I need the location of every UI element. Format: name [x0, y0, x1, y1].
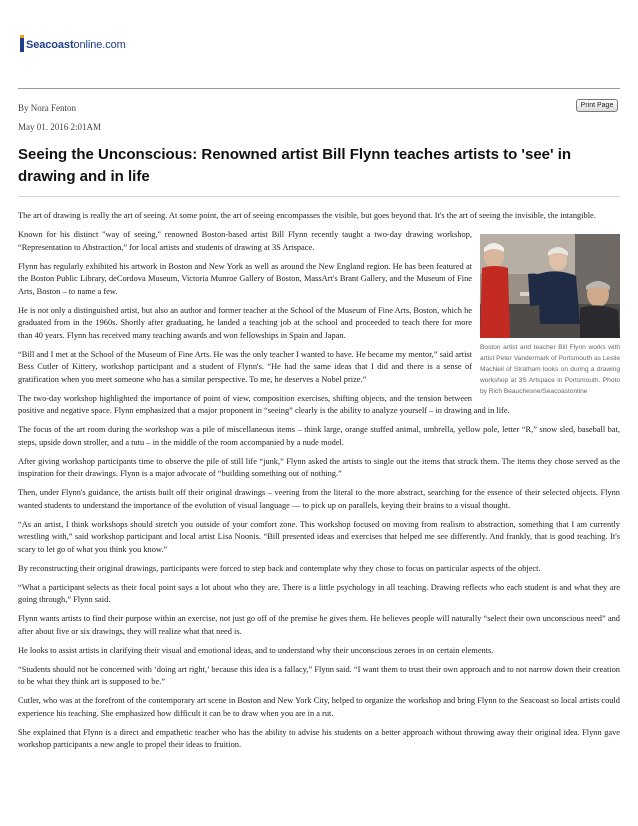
article-paragraph: Cutler, who was at the forefront of the contemporary art scene in Boston and New York City, helped to organize the workshop and bring Flynn to the Seacoast so local artists could experience his teaching. She emphasized how difficult it can be to draw when you are in a rut. [18, 696, 620, 718]
byline: By Nora Fenton [18, 103, 76, 113]
article-paragraph: By reconstructing their original drawings, participants were forced to step back and contemplate why they chose to focus on particular aspects of the object. [18, 563, 541, 573]
article-paragraph: Known for his distinct "way of seeing," renowned Boston-based artist Bill Flynn recently taught a two-day drawing workshop, “Representation to Abstraction,” for local artists and students of drawing at 3S Artspace. [18, 230, 472, 252]
headline-divider [18, 196, 620, 197]
article-paragraph: “Bill and I met at the School of the Museum of Fine Arts. He was the only teacher I wanted to have. He became my mentor,” said artist Bess Cutler of Kittery, workshop participant and a student of Flynn's. “He had the same ideas that I did and there is a sense of gratification when you meet someone who has a similar perspective. To me, he deserves a Nobel prize.” [18, 349, 472, 384]
article-paragraph: The two-day workshop highlighted the importance of point of view, composition exercises, shifting objects, and the tension between positive and negative space. Flynn emphasized that a major proponent in “seeing” clearly is the ability to analyze yourself – in drawing and in life. [18, 393, 510, 415]
article-paragraph: The focus of the art room during the workshop was a pile of miscellaneous items – think large, orange stuffed animal, umbrella, yellow pole, letter “R,” snow sled, baseball bat, steps, upside down stroller, and a tutu – in the middle of the room accompanied by a nude model. [18, 425, 620, 447]
header-divider [18, 88, 620, 89]
article-paragraph: Flynn has regularly exhibited his artwork in Boston and New York as well as around the New England region. He has been featured at the Boston Public Library, deCordova Museum, Victoria Munroe Gallery of Boston, MassArt's Brant Gallery, and the Museum of Fine Arts, Boston – to name a few. [18, 261, 472, 296]
article-paragraph: “As an artist, I think workshops should stretch you outside of your comfort zone. This workshop focused on moving from realism to abstraction, something that I am currently wrestling with,” said workshop participant and local artist Lisa Noonis. “Bill presented ideas and exercises that helped me see differently. And frankly, that is good teaching. It's scary to let go of what you think you know.” [18, 519, 620, 554]
lighthouse-icon [20, 38, 24, 52]
publish-date: May 01. 2016 2:01AM [18, 122, 101, 132]
article-paragraph: The art of drawing is really the art of seeing. At some point, the art of seeing encompasses the visible, but goes beyond that. It's the art of seeing the invisible, the intangible. [18, 211, 596, 220]
article-body [18, 210, 620, 758]
article-paragraph: Then, under Flynn's guidance, the artists built off their original drawings – veering from the literal to the more abstract, searching for the essence of their selected objects. Flynn wanted students to understand the importance of the evolution of visual language — to pick up on parallels, keying their brains to a visual thought. [18, 488, 620, 510]
logo-light-text: online.com [73, 39, 126, 51]
article-paragraph: “What a participant selects as their focal point says a lot about who they are. There is a little psychology in all teaching. Drawing reflects who each student is and what they are going through,” Flynn said. [18, 582, 620, 604]
article-paragraph: After giving workshop participants time to observe the pile of still life “junk,” Flynn asked the artists to single out the items that struck them. The items they chose served as the inspiration for their drawings. Flynn is a major advocate of “building something out of nothing.” [18, 456, 620, 478]
print-page-button[interactable]: Print Page [576, 99, 618, 112]
page-title: Seeing the Unconscious: Renowned artist Bill Flynn teaches artists to 'see' in drawing and in life [18, 146, 572, 185]
site-logo[interactable] [20, 38, 126, 52]
logo-bold-text: Seacoast [26, 39, 74, 51]
site-logo-text [26, 39, 126, 51]
article-paragraph: He is not only a distinguished artist, but also an author and former teacher at the School of the Museum of Fine Arts, Boston, which he graduated from in the 1960s. Shortly after graduating, he landed a teaching job at the school and proceeded to teach there for more than 40 years. Flynn has received many teaching awards and won fellowships in Spain and Japan. [18, 305, 472, 340]
article-paragraph: She explained that Flynn is a direct and empathetic teacher who has the ability to advise his students on a better approach without throwing away their original idea. Flynn gave workshop participants a new angle to propel their ideas to fruition. [18, 727, 620, 749]
article-paragraph: Flynn wants artists to find their purpose within an exercise, not just go off of the premise he gives them. He believes people will naturally “select their own unconscious need” and after about five or six drawings, they will realize what that need is. [18, 614, 620, 636]
article-figure [480, 234, 620, 397]
article-paragraph: He looks to assist artists in clarifying their visual and emotional ideas, and to understand why their unconscious zeroes in on certain elements. [18, 645, 494, 655]
photo-caption: Boston artist and teacher Bill Flynn works with artist Peter Vandermark of Portsmouth as Leslie MacNeil of Stratham looks on during a drawing workshop at 3S Artspace in Portsmouth. Photo by Rich Beauchesne/Seacoastonline [480, 344, 620, 395]
article-photo[interactable] [480, 234, 620, 338]
workshop-photo-illustration [480, 234, 620, 338]
article-paragraph: “Students should not be concerned with ‘doing art right,’ because this idea is a fallacy,” Flynn said. “I want them to trust their own approach and to not narrow down their creation to be what they think art is supposed to be.” [18, 664, 620, 686]
